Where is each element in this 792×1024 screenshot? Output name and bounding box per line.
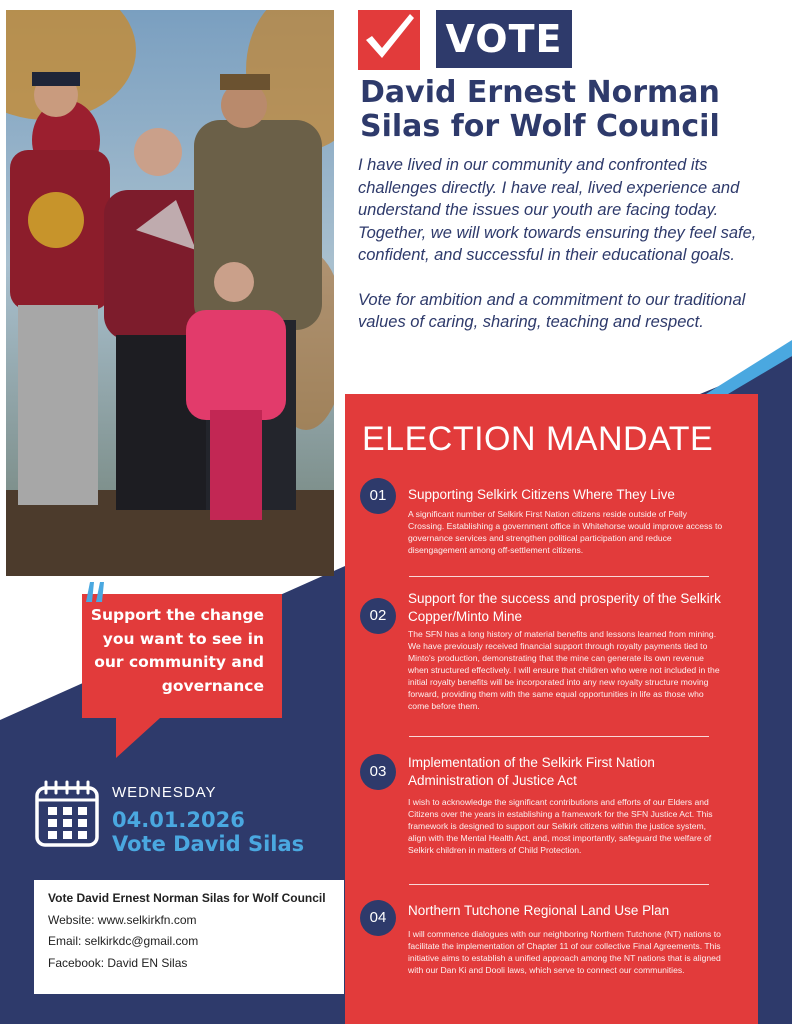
election-date: 04.01.2026 — [112, 808, 245, 832]
mandate-body: I will commence dialogues with our neighboring Northern Tutchone (NT) nations to facilitate the implementation of Chapter 11 of our collective Final Agreements. This initiative aims to establish a unified approach among the NT nations that is aligned with our Dan Ki and Dooli laws, which serve to connect our communities. — [408, 929, 721, 975]
mandate-heading: Support for the success and prosperity of the Selkirk Copper/Minto Mine — [408, 591, 721, 624]
quote-mark-icon — [84, 580, 106, 604]
contact-box — [34, 880, 344, 994]
contact-title: Vote David Ernest Norman Silas for Wolf Council — [48, 891, 326, 905]
election-day: WEDNESDAY — [112, 784, 217, 801]
election-slogan: Vote David Silas — [112, 832, 305, 856]
mandate-body: The SFN has a long history of material benefits and lessons learned from mining. We have previously received financial support through royalty payments tied to Minto's production, demonstrating that the mine can generate its own revenue when structured effectively. I will ensure that children who were not included in the initial royalty benefits will be incorporated into any new royalty structure moving forward, providing them with the same equal opportunities in life as those who come before them. — [408, 629, 720, 711]
election-mandate-panel — [345, 394, 758, 1024]
divider — [409, 736, 709, 737]
mandate-body: I wish to acknowledge the significant contributions and efforts of our Elders and Citizens over the years in establishing a framework for the SFN Justice Act. This framework is designed to support our Selkirk citizens within the justice system, align with the Mental Health Act, and, most importantly, safeguard the welfare of Selkirk children in matters of Child Protection. — [408, 797, 713, 855]
checkmark-box — [358, 10, 420, 70]
checkmark-icon — [358, 10, 420, 70]
family-photo — [6, 10, 334, 576]
mandate-number: 03 — [360, 754, 396, 790]
vote-label: VOTE — [436, 10, 572, 68]
mandate-heading: Northern Tutchone Regional Land Use Plan — [408, 903, 670, 918]
calendar-icon — [34, 780, 100, 848]
contact-website[interactable]: Website: www.selkirkfn.com — [48, 912, 197, 927]
mandate-number: 01 — [360, 478, 396, 514]
divider — [409, 576, 709, 577]
quote-text: Support the change you want to see in our community and governance — [90, 606, 264, 695]
page-title: David Ernest Norman Silas for Wolf Council — [360, 75, 720, 144]
mandate-number: 02 — [360, 598, 396, 634]
intro-paragraph-2: Vote for ambition and a commitment to our traditional values of caring, sharing, teaching and respect. — [358, 290, 746, 331]
mandate-body: A significant number of Selkirk First Nation citizens reside outside of Pelly Crossing. Establishing a government office in Whitehorse would improve access to governance services and strengthen political participation and reduce disengagement among off-settlement citizens. — [408, 509, 723, 555]
divider — [409, 884, 709, 885]
mandate-title: ELECTION MANDATE — [362, 420, 714, 458]
mandate-number: 04 — [360, 900, 396, 936]
intro-paragraph-1: I have lived in our community and confronted its challenges directly. I have real, lived experience and understand the issues our youth are facing today. Together, we will work towards ensuring they feel safe, confident, and successful in their educational goals. — [358, 156, 757, 264]
intro-text — [358, 154, 768, 334]
contact-facebook[interactable]: Facebook: David EN Silas — [48, 955, 188, 970]
mandate-heading: Implementation of the Selkirk First Nation Administration of Justice Act — [408, 755, 655, 788]
contact-email[interactable]: Email: selkirkdc@gmail.com — [48, 934, 199, 948]
mandate-heading: Supporting Selkirk Citizens Where They Live — [408, 487, 675, 502]
